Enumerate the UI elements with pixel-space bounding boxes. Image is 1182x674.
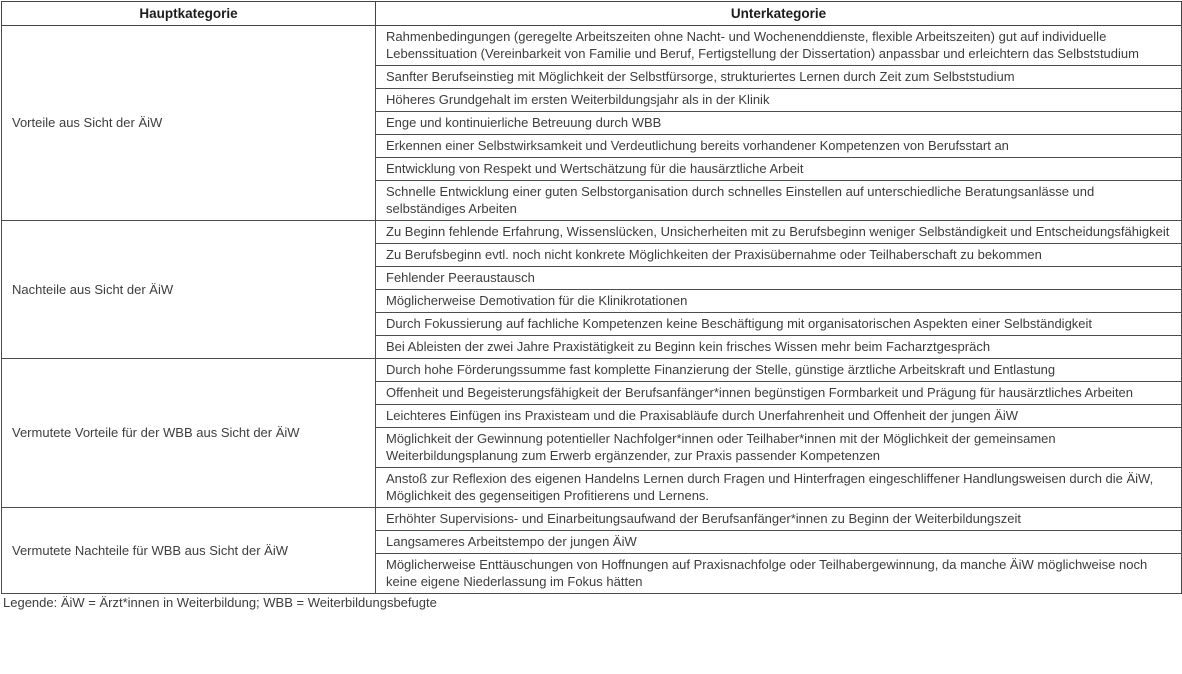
table-row	[2, 359, 1182, 382]
subcategory-cell: Fehlender Peeraustausch	[376, 267, 1182, 290]
column-header-unterkategorie: Unterkategorie	[376, 2, 1182, 26]
main-category-cell: Vorteile aus Sicht der ÄiW	[2, 26, 376, 221]
subcategory-cell: Schnelle Entwicklung einer guten Selbstorganisation durch schnelles Einstellen auf unterschiedliche Beratungsanlässe und selbständiges Arbeiten	[376, 181, 1182, 221]
subcategory-cell: Langsameres Arbeitstempo der jungen ÄiW	[376, 531, 1182, 554]
subcategory-cell: Höheres Grundgehalt im ersten Weiterbildungsjahr als in der Klinik	[376, 89, 1182, 112]
main-category-cell: Vermutete Vorteile für der WBB aus Sicht der ÄiW	[2, 359, 376, 508]
subcategory-cell: Möglichkeit der Gewinnung potentieller Nachfolger*innen oder Teilhaber*innen mit der Möglichkeit der gemeinsamen Weiterbildungsplanung zum Erwerb ergänzender, zur Praxis passender Kompetenzen	[376, 428, 1182, 468]
subcategory-cell: Bei Ableisten der zwei Jahre Praxistätigkeit zu Beginn kein frisches Wissen mehr beim Facharztgespräch	[376, 336, 1182, 359]
table-row	[2, 508, 1182, 531]
subcategory-cell: Anstoß zur Reflexion des eigenen Handelns Lernen durch Fragen und Hinterfragen eingeschliffener Handlungsweisen durch die ÄiW, Möglichkeit des gegenseitigen Profitierens und Lernens.	[376, 468, 1182, 508]
table-legend: Legende: ÄiW = Ärzt*innen in Weiterbildung; WBB = Weiterbildungsbefugte	[3, 595, 437, 610]
subcategory-cell: Erhöhter Supervisions- und Einarbeitungsaufwand der Berufsanfänger*innen zu Beginn der Weiterbildungszeit	[376, 508, 1182, 531]
subcategory-cell: Rahmenbedingungen (geregelte Arbeitszeiten ohne Nacht- und Wochenenddienste, flexible Arbeitszeiten) gut auf individuelle Lebenssituation (Vereinbarkeit von Familie und Beruf, Fertigstellung der Dissertation) anpassbar und erleichtern das Selbststudium	[376, 26, 1182, 66]
subcategory-cell: Entwicklung von Respekt und Wertschätzung für die hausärztliche Arbeit	[376, 158, 1182, 181]
subcategory-cell: Leichteres Einfügen ins Praxisteam und die Praxisabläufe durch Unerfahrenheit und Offenheit der jungen ÄiW	[376, 405, 1182, 428]
subcategory-cell: Erkennen einer Selbstwirksamkeit und Verdeutlichung bereits vorhandener Kompetenzen von Berufsstart an	[376, 135, 1182, 158]
subcategory-cell: Sanfter Berufseinstieg mit Möglichkeit der Selbstfürsorge, strukturiertes Lernen durch Zeit zum Selbststudium	[376, 66, 1182, 89]
subcategory-cell: Offenheit und Begeisterungsfähigkeit der Berufsanfänger*innen begünstigen Formbarkeit und Prägung für hausärztliches Arbeiten	[376, 382, 1182, 405]
subcategory-cell: Durch hohe Förderungssumme fast komplette Finanzierung der Stelle, günstige ärztliche Arbeitskraft und Entlastung	[376, 359, 1182, 382]
categories-table	[1, 1, 1182, 594]
column-header-hauptkategorie: Hauptkategorie	[2, 2, 376, 26]
subcategory-cell: Enge und kontinuierliche Betreuung durch WBB	[376, 112, 1182, 135]
subcategory-cell: Zu Beginn fehlende Erfahrung, Wissenslücken, Unsicherheiten mit zu Berufsbeginn weniger Selbständigkeit und Entscheidungsfähigkeit	[376, 221, 1182, 244]
subcategory-cell: Möglicherweise Enttäuschungen von Hoffnungen auf Praxisnachfolge oder Teilhabergewinnung, da manche ÄiW möglichweise noch keine eigene Niederlassung im Fokus hätten	[376, 554, 1182, 594]
main-category-cell: Vermutete Nachteile für WBB aus Sicht der ÄiW	[2, 508, 376, 594]
subcategory-cell: Möglicherweise Demotivation für die Klinikrotationen	[376, 290, 1182, 313]
table-row	[2, 26, 1182, 66]
header-row	[2, 2, 1182, 26]
main-category-cell: Nachteile aus Sicht der ÄiW	[2, 221, 376, 359]
subcategory-cell: Durch Fokussierung auf fachliche Kompetenzen keine Beschäftigung mit organisatorischen Aspekten einer Selbständigkeit	[376, 313, 1182, 336]
subcategory-cell: Zu Berufsbeginn evtl. noch nicht konkrete Möglichkeiten der Praxisübernahme oder Teilhaberschaft zu bekommen	[376, 244, 1182, 267]
table-row	[2, 221, 1182, 244]
